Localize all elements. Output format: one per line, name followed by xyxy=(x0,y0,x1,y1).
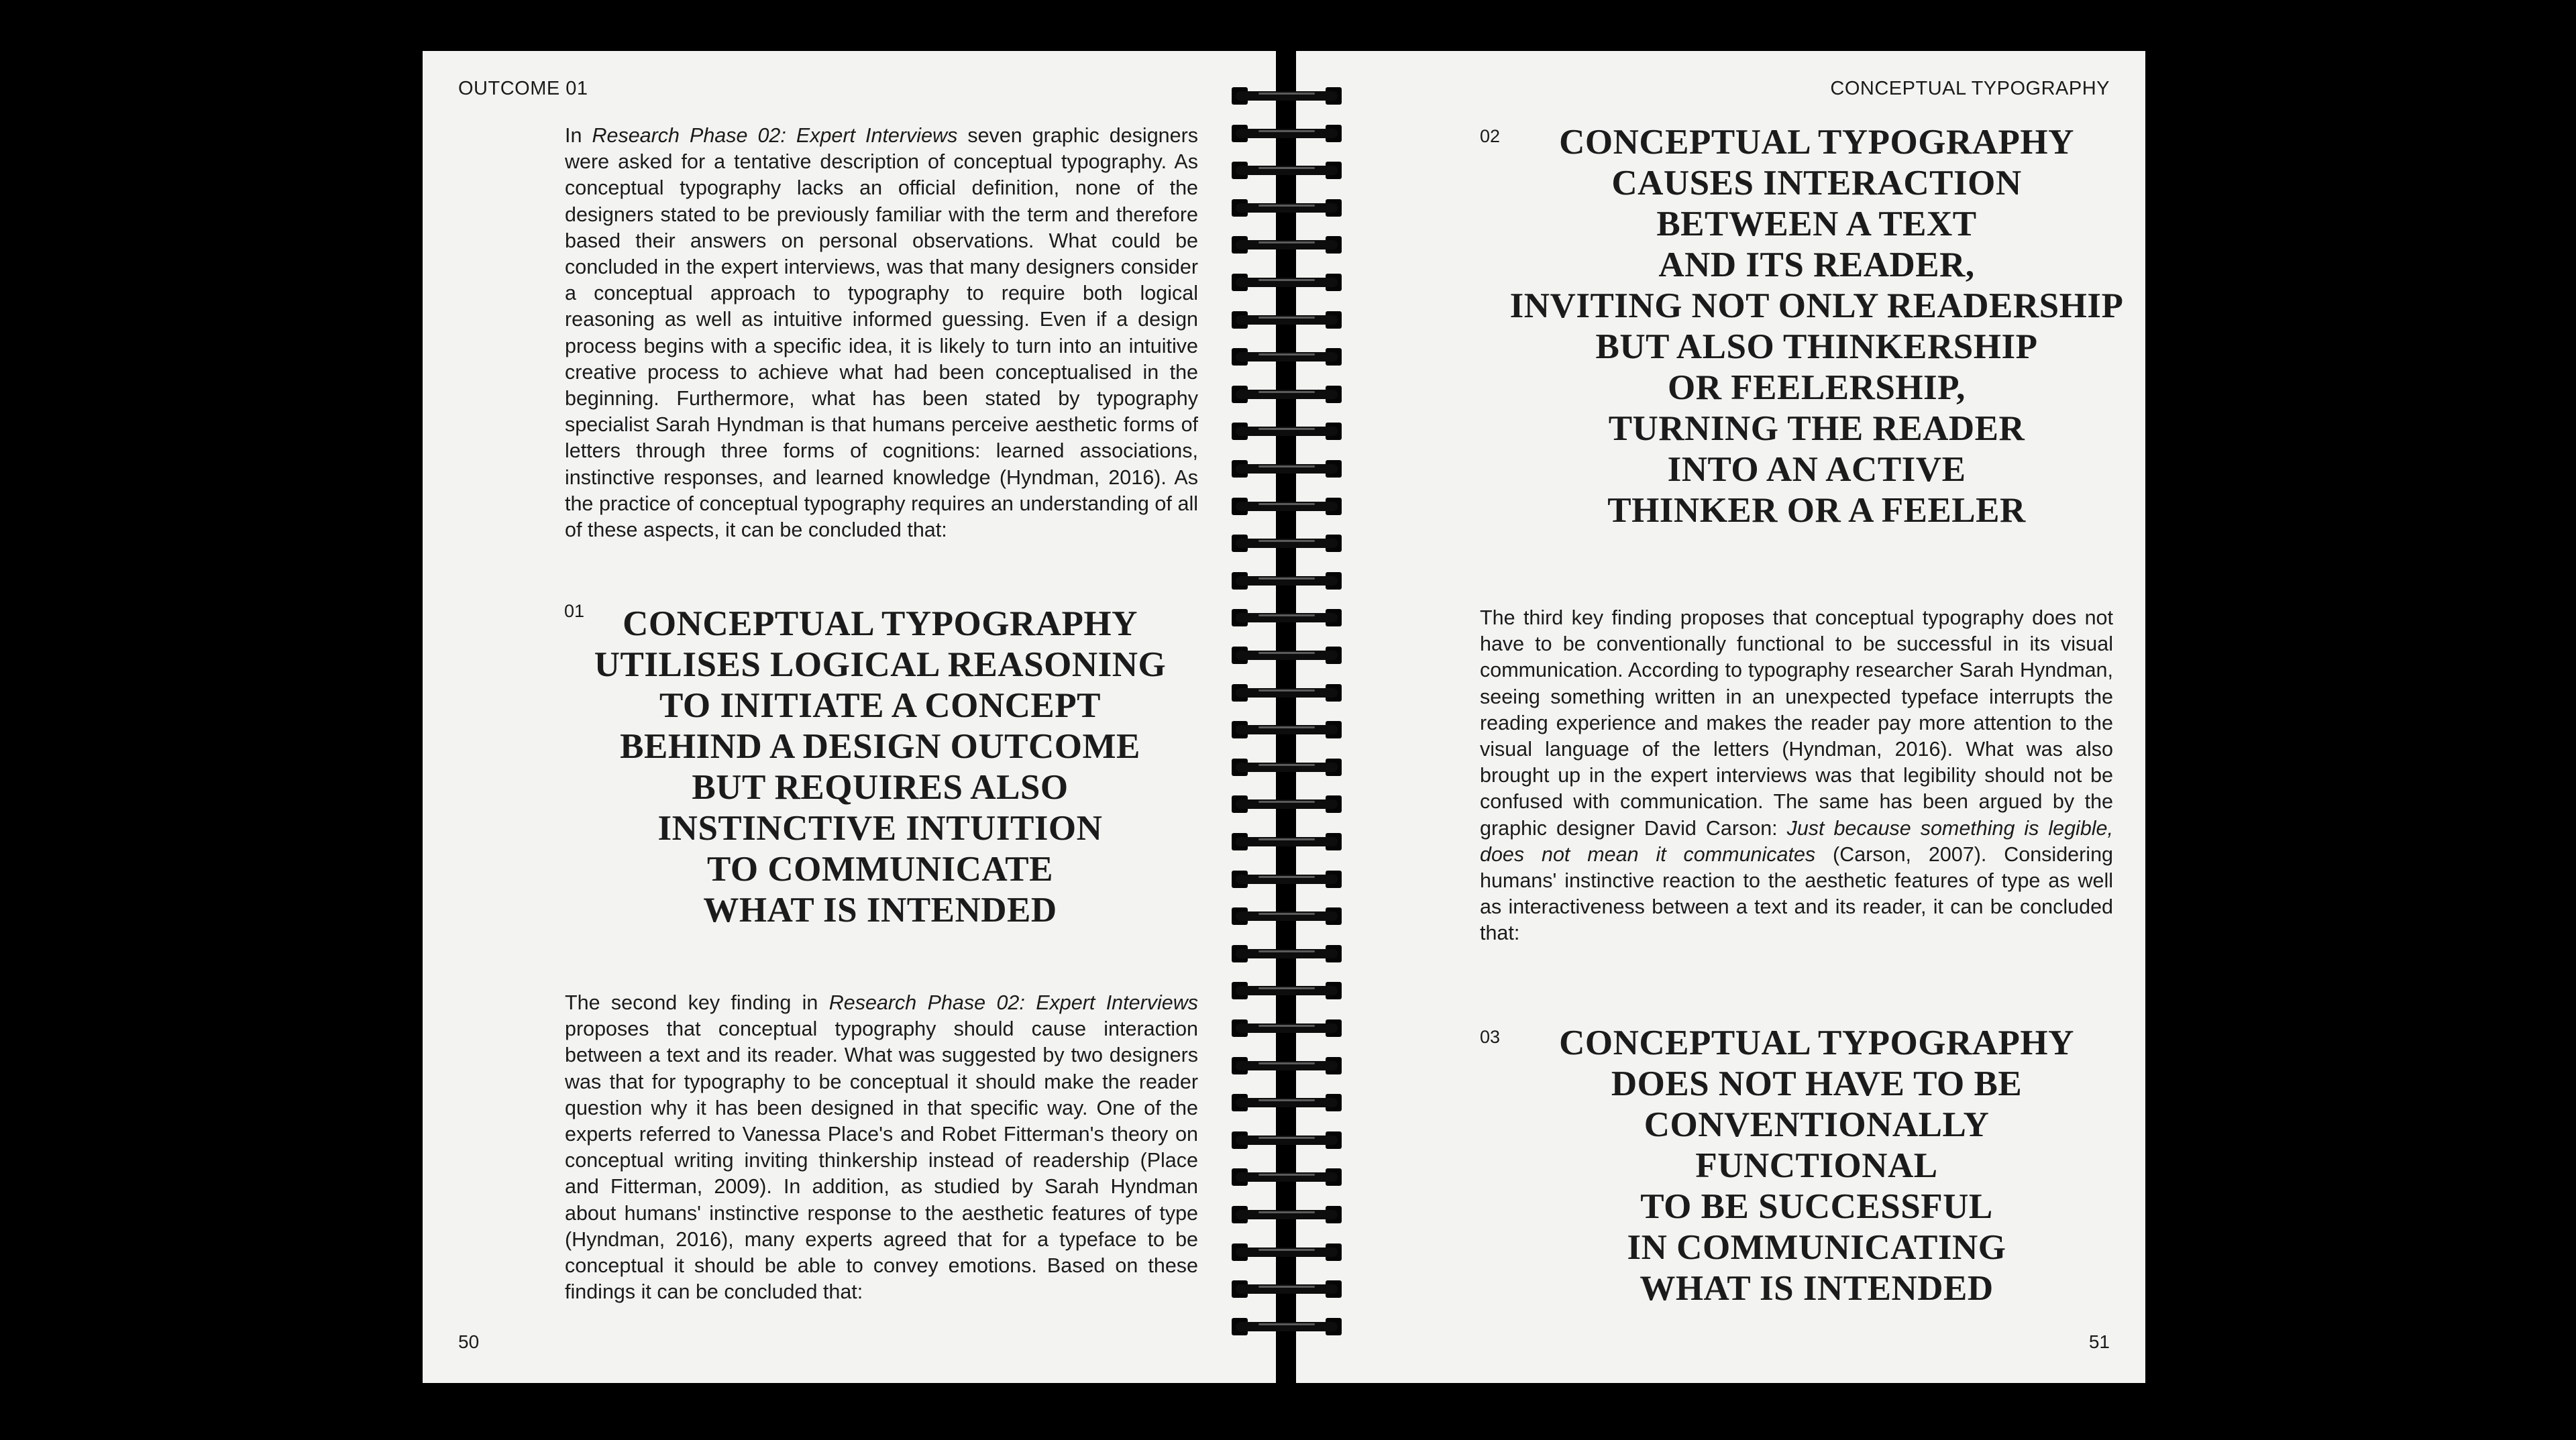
spiral-coil xyxy=(1232,199,1342,219)
spiral-coil xyxy=(1232,982,1342,1002)
paragraph-2 xyxy=(565,990,1198,1305)
spiral-coil xyxy=(1232,1280,1342,1300)
running-head-right: CONCEPTUAL TYPOGRAPHY xyxy=(1830,78,2110,99)
spiral-coil xyxy=(1232,609,1342,629)
spiral-coil xyxy=(1232,274,1342,294)
spiral-coil xyxy=(1232,572,1342,592)
spiral-coil xyxy=(1232,535,1342,555)
finding-line: BETWEEN A TEXT xyxy=(1656,205,1977,243)
spiral-coil xyxy=(1232,125,1342,145)
finding-line: INVITING NOT ONLY READERSHIP xyxy=(1509,286,2124,325)
spiral-coil xyxy=(1232,721,1342,741)
text-run: (Carson, 2007). Considering humans' instinctive reaction to the aesthetic features of type as well as interactiveness between a text and its reader, it can be concluded that: xyxy=(1480,842,2113,945)
spiral-coil xyxy=(1232,311,1342,331)
left-page xyxy=(423,51,1276,1383)
finding-line: TO INITIATE A CONCEPT xyxy=(659,686,1101,725)
finding-line: BEHIND A DESIGN OUTCOME xyxy=(620,727,1140,766)
finding-line: TO COMMUNICATE xyxy=(707,850,1053,889)
spiral-coil xyxy=(1232,87,1342,107)
spiral-binding xyxy=(1232,87,1342,1348)
spiral-coil xyxy=(1232,795,1342,816)
finding-line: BUT REQUIRES ALSO xyxy=(692,768,1069,807)
spiral-coil xyxy=(1232,871,1342,891)
finding-line: TURNING THE READER xyxy=(1608,409,2025,448)
italic-title-run: Just because something is legible, does not mean it communicates xyxy=(1480,816,2113,866)
spiral-coil xyxy=(1232,684,1342,704)
finding-line: OR FEELERSHIP, xyxy=(1668,368,1966,407)
paragraph-3 xyxy=(1480,605,2113,947)
finding-line: THINKER OR A FEELER xyxy=(1607,491,2026,530)
finding-number-03: 03 xyxy=(1480,1027,1501,1047)
running-head-left: OUTCOME 01 xyxy=(458,78,588,99)
spiral-coil xyxy=(1232,386,1342,406)
spiral-coil xyxy=(1232,1168,1342,1188)
spiral-coil xyxy=(1232,423,1342,443)
finding-line: CONCEPTUAL TYPOGRAPHY xyxy=(1559,1023,2074,1062)
finding-line: FUNCTIONAL xyxy=(1695,1146,1938,1185)
spiral-coil xyxy=(1232,1318,1342,1338)
finding-line: DOES NOT HAVE TO BE xyxy=(1611,1064,2023,1103)
finding-line: IN COMMUNICATING xyxy=(1627,1228,2006,1267)
finding-number-01: 01 xyxy=(564,601,585,621)
finding-line: CONCEPTUAL TYPOGRAPHY xyxy=(1559,123,2074,162)
spiral-coil xyxy=(1232,348,1342,368)
finding-line: INTO AN ACTIVE xyxy=(1667,450,1966,489)
finding-line: BUT ALSO THINKERSHIP xyxy=(1595,327,2038,366)
spiral-coil xyxy=(1232,1094,1342,1114)
finding-line: AND ITS READER, xyxy=(1658,245,1975,284)
finding-line: CONCEPTUAL TYPOGRAPHY xyxy=(623,604,1138,643)
finding-line: CAUSES INTERACTION xyxy=(1611,164,2022,203)
finding-line: WHAT IS INTENDED xyxy=(703,891,1057,930)
finding-line: CONVENTIONALLY xyxy=(1644,1105,1990,1144)
finding-number-02: 02 xyxy=(1480,126,1501,146)
spiral-coil xyxy=(1232,162,1342,182)
finding-line: TO BE SUCCESSFUL xyxy=(1640,1187,1993,1226)
text-run: seven graphic designers were asked for a tentative description of conceptual typography. As conceptual typography lacks an official definition, none of the designers stated to be previously familiar with the term and therefore based their answers on personal observations. What could be concluded in the expert interviews, was that many designers consider a conceptual approach to typography to require both logical reasoning as well as intuitive informed guessing. Even if a design process begins with a specific idea, it is likely to turn into an intuitive creative process to achieve what had been conceptualised in the beginning. Furthermore, what has been stated by typography specialist Sarah Hyndman is that humans perceive aesthetic forms of letters through three forms of cognitions: learned associations, instinctive responses, and learned knowledge (Hyndman, 2016). As the practice of conceptual typography requires an understanding of all of these aspects, it can be concluded that: xyxy=(565,124,1198,542)
spiral-coil xyxy=(1232,833,1342,853)
finding-line: WHAT IS INTENDED xyxy=(1640,1269,1994,1308)
text-run: proposes that conceptual typography should cause interaction between a text and its reader. What was suggested by two designers was that for typography to be conceptual it should make the reader question why it has been designed in that specific way. One of the experts referred to Vanessa Place's and Robet Fitterman's theory on conceptual writing inviting thinkership instead of readership (Place and Fitterman, 2009). In addition, as studied by Sarah Hyndman about humans' instinctive response to the aesthetic features of type (Hyndman, 2016), many experts agreed that for a typeface to be conceptual it should be able to convey emotions. Based on these findings it can be concluded that: xyxy=(565,1017,1198,1304)
finding-line: UTILISES LOGICAL REASONING xyxy=(594,645,1167,684)
page-number-right: 51 xyxy=(2088,1331,2110,1352)
spiral-coil xyxy=(1232,1206,1342,1226)
spiral-coil xyxy=(1232,498,1342,518)
finding-01-statement xyxy=(564,601,1195,931)
spiral-coil xyxy=(1232,1131,1342,1152)
spiral-coil xyxy=(1232,759,1342,779)
spiral-coil xyxy=(1232,1243,1342,1264)
spiral-coil xyxy=(1232,907,1342,928)
page-number-left: 50 xyxy=(458,1331,480,1352)
paragraph-1 xyxy=(565,123,1198,543)
text-run: In xyxy=(565,124,592,147)
spiral-coil xyxy=(1232,1019,1342,1040)
italic-title-run: Research Phase 02: Expert Interviews xyxy=(592,124,958,147)
finding-02-statement xyxy=(1501,122,2132,531)
spiral-coil xyxy=(1232,460,1342,480)
italic-title-run: Research Phase 02: Expert Interviews xyxy=(828,991,1198,1014)
text-run: The third key finding proposes that conceptual typography does not have to be conventionally functional to be successful in its visual communication. According to typography researcher Sarah Hyndman, seeing something written in an unexpected typeface interrupts the reading experience and makes the reader pay more attention to the visual language of the letters (Hyndman, 2016). What was also brought up in the expert interviews was that legibility should not be confused with communication. The same has been argued by the graphic designer David Carson: xyxy=(1480,606,2113,840)
finding-line: INSTINCTIVE INTUITION xyxy=(657,809,1103,848)
text-run: The second key finding in xyxy=(565,991,829,1014)
spiral-coil xyxy=(1232,1057,1342,1077)
right-page xyxy=(1296,51,2145,1383)
spiral-coil xyxy=(1232,236,1342,256)
finding-03-statement xyxy=(1501,1023,2132,1309)
spiral-coil xyxy=(1232,647,1342,667)
spiral-coil xyxy=(1232,945,1342,965)
